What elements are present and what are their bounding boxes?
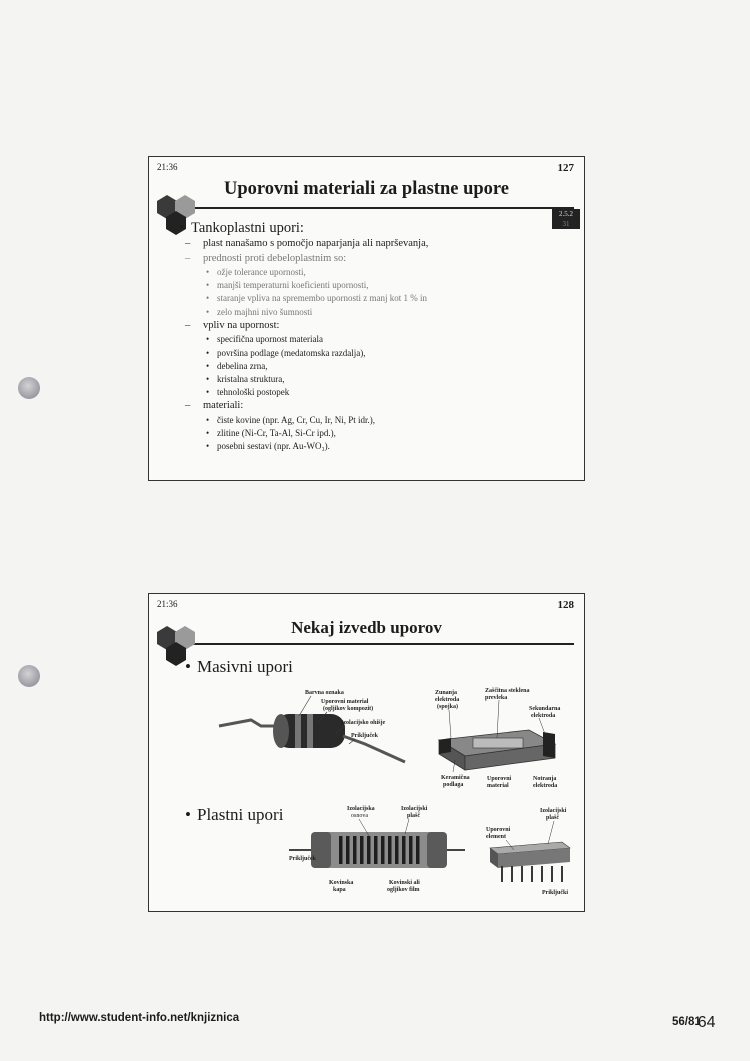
bullet-list xyxy=(177,237,574,453)
svg-text:Izolacijski: Izolacijski xyxy=(401,806,428,812)
slide-127 xyxy=(148,156,585,481)
sub-sub-bullet: • specifična upornost materiala xyxy=(177,333,574,346)
svg-text:prevleka: prevleka xyxy=(485,695,508,701)
figure-carbon-composition-resistor xyxy=(215,686,415,776)
svg-text:ogljikov film: ogljikov film xyxy=(387,887,420,893)
svg-text:Zaščitna steklena: Zaščitna steklena xyxy=(485,688,530,694)
bullet-massive-resistors: • Masivni upori xyxy=(183,657,293,677)
sub-sub-bullet: • čiste kovine (npr. Ag, Cr, Cu, Ir, Ni, Pt idr.), xyxy=(177,414,574,427)
slide-body xyxy=(177,219,574,453)
svg-text:elektroda: elektroda xyxy=(531,713,556,719)
slide-time: 21:36 xyxy=(157,162,178,172)
binder-hole xyxy=(18,377,40,399)
svg-text:(spojka): (spojka) xyxy=(437,704,459,710)
svg-text:podlaga: podlaga xyxy=(443,782,464,788)
svg-text:elektroda: elektroda xyxy=(435,697,460,703)
sub-sub-bullet: • posebni sestavi (npr. Au-WO₃). xyxy=(177,440,574,453)
slide-page-number: 128 xyxy=(557,599,574,611)
sub-bullet: – plast nanašamo s pomočjo naparjanja ali naprševanja, xyxy=(177,237,574,252)
svg-text:Zunanja: Zunanja xyxy=(435,690,458,696)
title-rule xyxy=(163,207,574,209)
svg-text:Uporovni: Uporovni xyxy=(487,776,512,782)
svg-text:Kovinski ali: Kovinski ali xyxy=(389,880,420,886)
binder-hole xyxy=(18,665,40,687)
sub-sub-bullet: • tehnološki postopek xyxy=(177,386,574,399)
svg-text:plašč: plašč xyxy=(546,815,560,821)
label-color-mark: Barvna oznaka xyxy=(305,690,344,696)
footer-url-link[interactable]: http://www.student-info.net/knjiznica xyxy=(39,1012,240,1024)
sub-bullet: – materiali: xyxy=(177,399,574,414)
footer-page-number: 56/8164 xyxy=(672,1014,716,1031)
svg-text:material: material xyxy=(487,783,509,789)
sub-sub-bullet: • manjši temperaturni koeficienti upornosti, xyxy=(177,279,574,292)
sub-sub-bullet: • staranje vpliva na spremembo upornosti z manj kot 1 % in xyxy=(177,292,574,305)
slide-time: 21:36 xyxy=(157,599,178,609)
sub-sub-bullet: • kristalna struktura, xyxy=(177,373,574,386)
sub-sub-bullet: • ožje tolerance upornosti, xyxy=(177,266,574,279)
svg-text:Priključki: Priključki xyxy=(542,890,569,896)
figure-resistor-network xyxy=(482,802,582,902)
svg-text:element: element xyxy=(486,834,506,840)
bullet-heading: • Tankoplastni upori: xyxy=(177,219,574,237)
slide-page-number: 127 xyxy=(557,162,574,174)
label-insulating-shell: Izolacijsko ohišje xyxy=(341,720,386,726)
label-resistive-material: Uporovni material xyxy=(321,699,369,705)
svg-text:osnova: osnova xyxy=(351,813,368,819)
slide-title: Uporovni materiali za plastne upore xyxy=(223,179,510,199)
svg-text:Uporovni: Uporovni xyxy=(486,827,511,833)
svg-text:Izolacijska: Izolacijska xyxy=(347,806,375,812)
label-composite: (ogljikov kompozit) xyxy=(323,706,374,712)
sub-bullet: – prednosti proti debeloplastnim so: xyxy=(177,252,574,267)
svg-text:Izolacijski: Izolacijski xyxy=(540,808,567,814)
svg-text:Kovinska: Kovinska xyxy=(329,880,354,886)
svg-text:kapa: kapa xyxy=(333,887,346,893)
section-badge: 2.5.2 31 xyxy=(552,209,580,229)
svg-text:plašč: plašč xyxy=(407,813,421,819)
title-rule xyxy=(163,643,574,645)
bullet-film-resistors: • Plastni upori xyxy=(183,805,283,825)
svg-text:Priključek: Priključek xyxy=(289,856,316,862)
label-lead: Priključek xyxy=(351,733,378,739)
sub-sub-bullet: • debelina zrna, xyxy=(177,360,574,373)
svg-text:elektroda: elektroda xyxy=(533,783,558,789)
slide-title: Nekaj izvedb uporov xyxy=(291,618,442,637)
slide-128 xyxy=(148,593,585,912)
sub-bullet: – vpliv na upornost: xyxy=(177,319,574,334)
sub-sub-bullet: • površina podlage (medatomska razdalja), xyxy=(177,347,574,360)
figure-film-resistor xyxy=(289,802,469,902)
sub-sub-bullet: • zelo majhni nivo šumnosti xyxy=(177,306,574,319)
svg-text:Notranja: Notranja xyxy=(533,776,557,782)
svg-text:Sekundarna: Sekundarna xyxy=(529,706,561,712)
sub-sub-bullet: • zlitine (Ni-Cr, Ta-Al, Si-Cr ipd.), xyxy=(177,427,574,440)
figure-chip-resistor xyxy=(429,686,569,796)
svg-text:Keramična: Keramična xyxy=(441,775,470,781)
